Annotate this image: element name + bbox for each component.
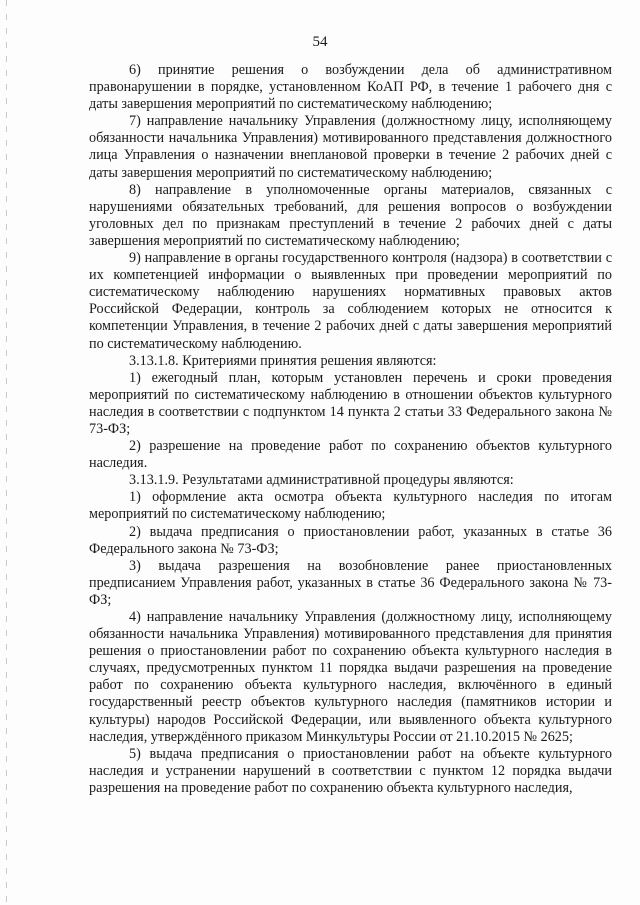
document-body xyxy=(89,62,612,797)
paragraph: 3) выдача разрешения на возобновление ранее приостановленных предписанием Управления работ, указанных в статье 36 Федерального закона № 73-ФЗ; xyxy=(89,557,612,608)
paragraph: 2) разрешение на проведение работ по сохранению объектов культурного наследия. xyxy=(89,438,612,472)
paragraph: 8) направление в уполномоченные органы материалов, связанных с нарушениями обязательных требований, для решения вопросов о возбуждении уголовных дел по признакам преступлений в течение 2 рабочих дней с даты завершения мероприятий по систематическому наблюдению; xyxy=(89,181,612,249)
section-heading: 3.13.1.9. Результатами административной процедуры являются: xyxy=(129,472,514,489)
paragraph: 6) принятие решения о возбуждении дела об административном правонарушении в порядке, установленном КоАП РФ, в течение 1 рабочего дня с даты завершения мероприятий по систематическому наблюдению; xyxy=(89,62,612,113)
section-heading: 3.13.1.8. Критериями принятия решения являются: xyxy=(129,352,437,369)
paragraph: 1) оформление акта осмотра объекта культурного наследия по итогам мероприятий по систематическому наблюдению; xyxy=(89,489,612,523)
paragraph: 4) направление начальнику Управления (должностному лицу, исполняющему обязанности начальника Управления) мотивированного представления для принятия решения о приостановлении работ по сохранению объекта культурного наследия в случаях, предусмотренных пунктом 11 порядка выдачи разрешения на проведение работ по сохранению объекта культурного наследия, включённого в единый государственный реестр объектов культурного наследия (памятников истории и культуры) народов Российской Федерации, или выявленного объекта культурного наследия, утверждённого приказом Минкультуры России от 21.10.2015 № 2625; xyxy=(89,609,612,745)
paragraph: 9) направление в органы государственного контроля (надзора) в соответствии с их компетенцией информации о выявленных при проведении мероприятий по систематическому наблюдению нарушениях нормативных правовых актов Российской Федерации, контроль за соблюдением которых не относится к компетенции Управления, в течение 2 рабочих дней с даты завершения мероприятий по систематическому наблюдению. xyxy=(89,250,612,352)
paragraph: 2) выдача предписания о приостановлении работ, указанных в статье 36 Федерального закона № 73-ФЗ; xyxy=(89,523,612,557)
paragraph: 7) направление начальнику Управления (должностному лицу, исполняющему обязанности начальника Управления) мотивированного представления должностного лица Управления о назначении внеплановой проверки в течение 2 рабочих дней с даты завершения мероприятий по систематическому наблюдению; xyxy=(89,113,612,181)
binding-edge xyxy=(6,0,7,905)
paragraph: 1) ежегодный план, которым установлен перечень и сроки проведения мероприятий по систематическому наблюдению в отношении объектов культурного наследия в соответствии с подпунктом 14 пункта 2 статьи 33 Федерального закона № 73-ФЗ; xyxy=(89,369,612,437)
paragraph: 5) выдача предписания о приостановлении работ на объекте культурного наследия и устранении нарушений в соответствии с пунктом 12 порядка выдачи разрешения на проведение работ по сохранению объекта культурного наследия, xyxy=(89,745,612,796)
page-number: 54 xyxy=(312,34,328,50)
